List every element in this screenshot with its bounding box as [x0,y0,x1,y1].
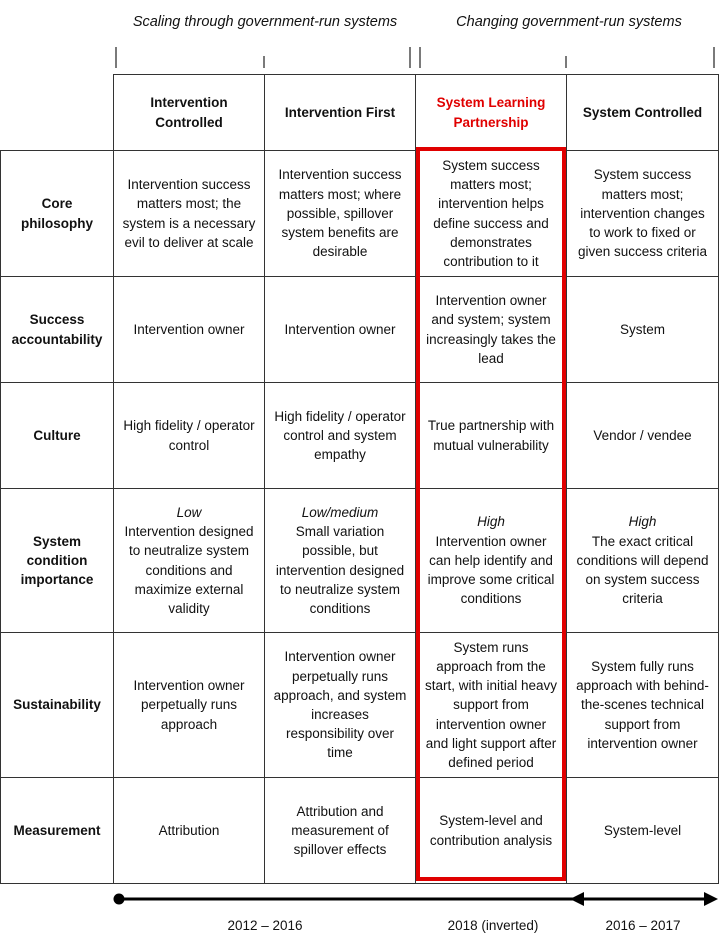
row-header-core-philosophy: Core philosophy [1,151,114,277]
table-cell: System success matters most; intervention changes to work to fixed or given success criteria [567,151,719,277]
blank-corner [1,75,114,151]
timeline-arrowhead-left [570,892,584,906]
table-cell: Intervention owner perpetually runs approach, and system increases responsibility over time [265,633,416,778]
table-row [1,633,719,778]
table-cell: Intervention owner [114,277,265,383]
cell-text: Intervention designed to neutralize system conditions and maximize external validity [124,524,254,616]
row-header-success-accountability: Success accountability [1,277,114,383]
table-cell [265,489,416,633]
table-cell: Vendor / vendee [567,383,719,489]
table-cell: True partnership with mutual vulnerability [416,383,567,489]
table-cell: Attribution [114,778,265,884]
table-cell: System [567,277,719,383]
cell-text: The exact critical conditions will depend on system success criteria [576,533,709,607]
period-label-2012-2016: 2012 – 2016 [227,918,303,933]
table-cell: Intervention owner perpetually runs approach [114,633,265,778]
importance-level: Low/medium [301,504,379,520]
group-label-right: Changing government-run systems [456,14,682,30]
table-cell: System-level and contribution analysis [416,778,567,884]
timeline-arrowhead-right [704,892,718,906]
column-header-intervention-controlled: Intervention Controlled [114,75,265,151]
table-cell: Intervention owner and system; system increasingly takes the lead [416,277,567,383]
table-row [1,383,719,489]
header-row [1,75,719,151]
table-cell [567,489,719,633]
timeline-arrow [0,885,720,915]
row-header-measurement: Measurement [1,778,114,884]
table-cell: Attribution and measurement of spillover effects [265,778,416,884]
cell-text: Intervention owner can help identify and improve some critical conditions [427,533,555,607]
table-row [1,489,719,633]
importance-level: High [628,514,657,530]
table-cell: System runs approach from the start, with initial heavy support from intervention owner and light support after defined period [416,633,567,778]
table-cell: System-level [567,778,719,884]
table-cell [114,489,265,633]
row-header-culture: Culture [1,383,114,489]
column-header-system-learning-partnership: System Learning Partnership [416,75,567,151]
table-cell: System fully runs approach with behind-the-scenes technical support from intervention owner [567,633,719,778]
right-group-brace [0,36,720,68]
table-cell: Intervention success matters most; where possible, spillover system benefits are desirable [265,151,416,277]
table-row [1,778,719,884]
table-cell: System success matters most; intervention helps define success and demonstrates contribution to it [416,151,567,277]
table-cell: Intervention owner [265,277,416,383]
column-header-system-controlled: System Controlled [567,75,719,151]
table-cell: High fidelity / operator control and system empathy [265,383,416,489]
table-row [1,277,719,383]
column-header-intervention-first: Intervention First [265,75,416,151]
period-label-2016-2017: 2016 – 2017 [605,918,681,933]
period-label-2018-inverted: 2018 (inverted) [447,918,539,933]
cell-text: Small variation possible, but intervention designed to neutralize system conditions [275,524,405,616]
table-cell: High fidelity / operator control [114,383,265,489]
table-row [1,151,719,277]
table-cell: Intervention success matters most; the system is a necessary evil to deliver at scale [114,151,265,277]
comparison-table [0,74,719,884]
group-label-left: Scaling through government-run systems [132,14,398,30]
row-header-sustainability: Sustainability [1,633,114,778]
table-cell [416,489,567,633]
importance-level: High [477,514,505,530]
row-header-system-condition-importance: System condition importance [1,489,114,633]
importance-level: Low [176,504,202,520]
